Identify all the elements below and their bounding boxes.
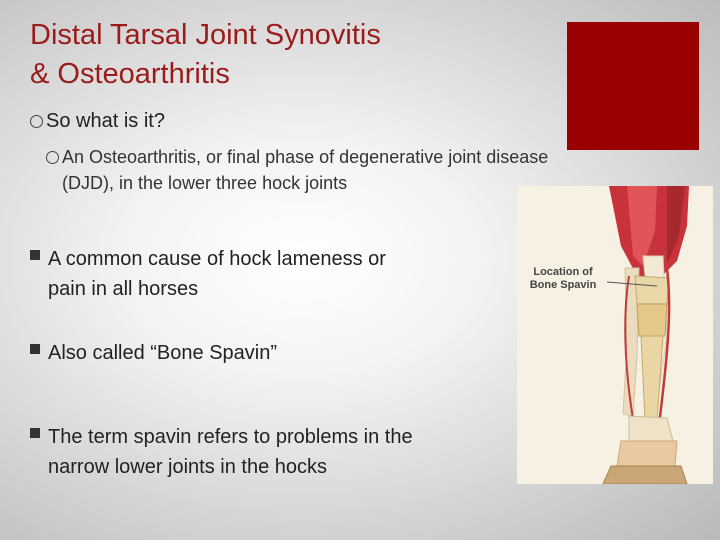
slide-title — [30, 16, 550, 94]
hollow-circle-bullet-icon — [46, 151, 59, 164]
bullet-level-1-text: So what is it? — [46, 110, 165, 132]
bullet-line: The term spavin refers to problems in the — [48, 426, 413, 448]
horse-leg-illustration — [517, 186, 713, 484]
square-bullet-3 — [30, 422, 518, 482]
bullet-line: narrow lower joints in the hocks — [48, 456, 328, 478]
hollow-circle-bullet-icon — [30, 115, 43, 128]
bullet-line: Also called “Bone Spavin” — [48, 342, 278, 364]
bullet-line: A common cause of hock lameness or — [48, 248, 386, 270]
bullet-level-2-text: An Osteoarthritis, or final phase of degenerative joint disease (DJD), in the lower three hock joints — [62, 147, 549, 193]
slide-title-line-2: & Osteoarthritis — [30, 58, 230, 90]
hock-anatomy-figure — [517, 186, 713, 484]
slide-title-line-1: Distal Tarsal Joint Synovitis — [30, 19, 381, 51]
bullet-level-1 — [30, 110, 165, 133]
bullet-line: pain in all horses — [48, 278, 199, 300]
bone-spavin-location-label — [523, 266, 603, 292]
square-bullet-2 — [30, 338, 518, 368]
bullet-level-2 — [46, 144, 556, 196]
fig-label-line-2: Bone Spavin — [529, 279, 597, 291]
square-bullet-1 — [30, 244, 518, 304]
square-bullet-icon — [30, 250, 40, 260]
accent-block — [567, 22, 699, 150]
square-bullet-icon — [30, 428, 40, 438]
square-bullet-icon — [30, 344, 40, 354]
fig-label-line-1: Location of — [533, 266, 593, 278]
